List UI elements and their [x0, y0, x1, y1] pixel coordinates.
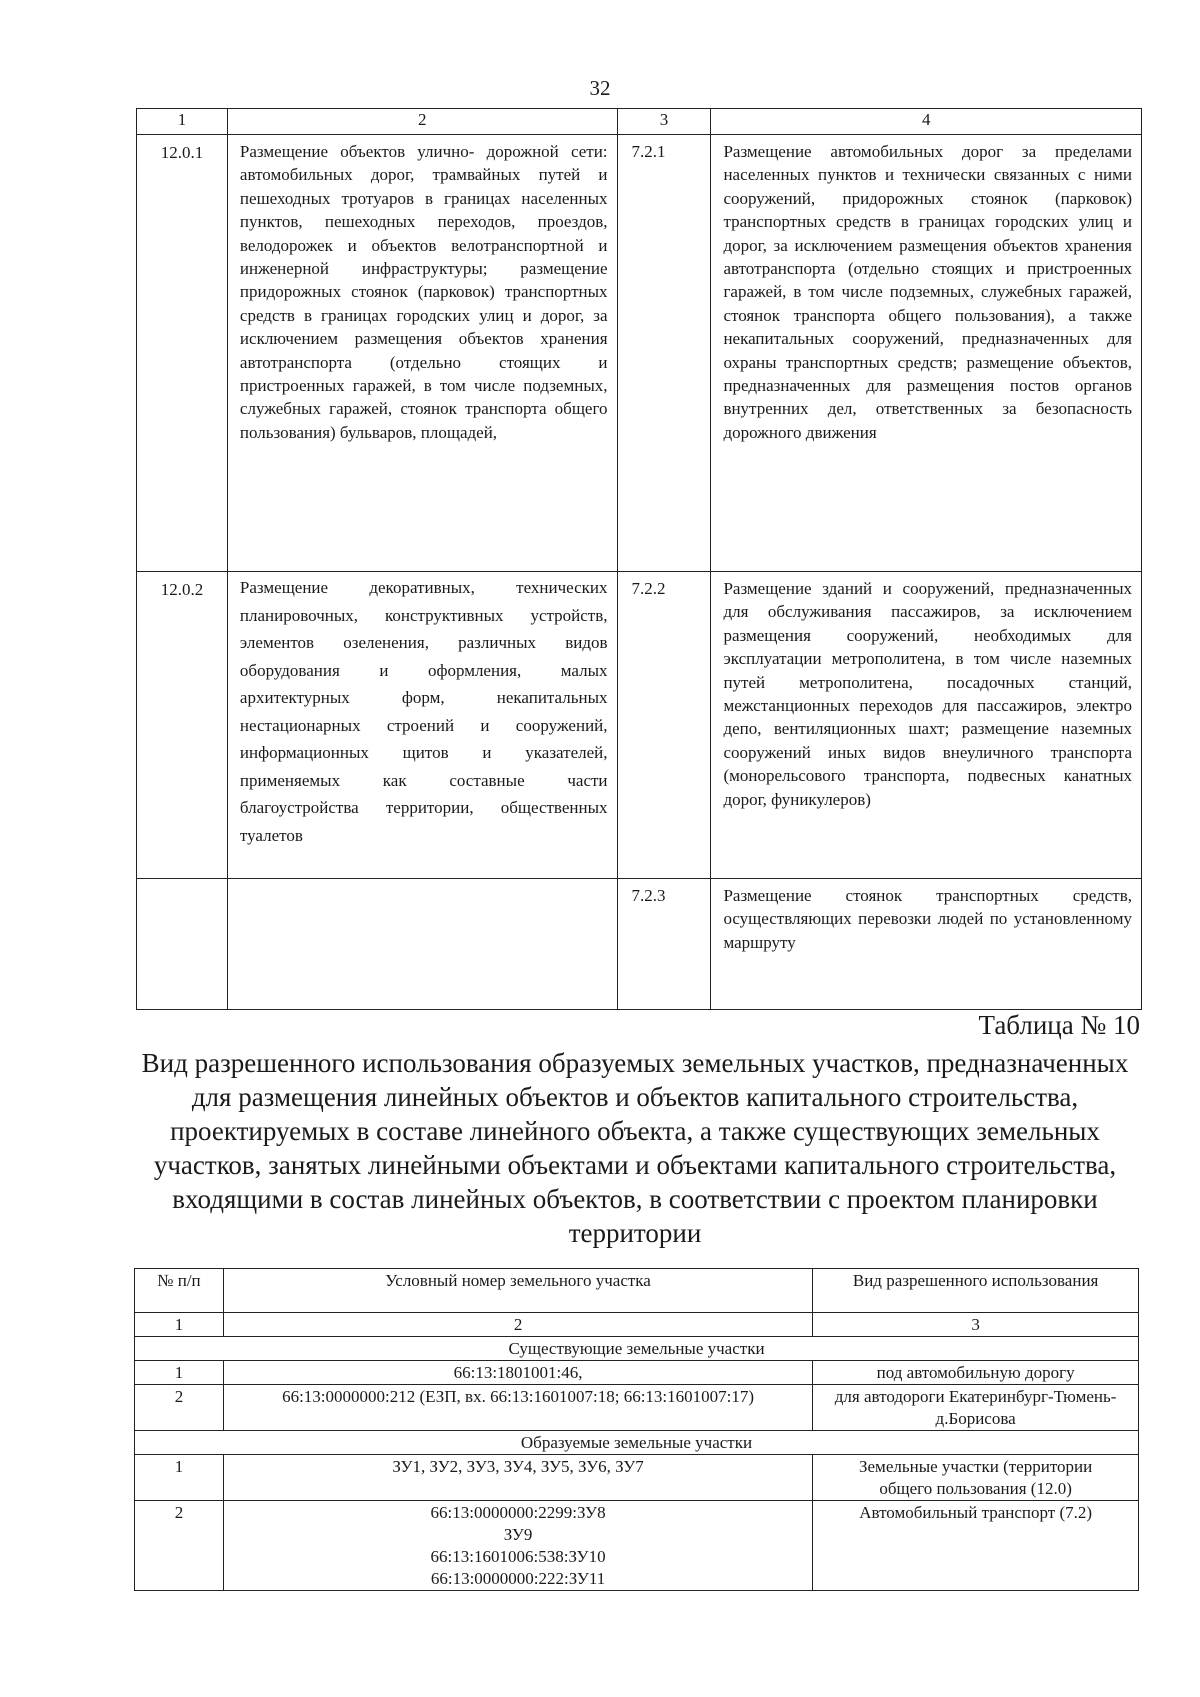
table-row	[135, 1385, 1139, 1431]
column-number: 1	[135, 1313, 224, 1337]
permitted-use: Автомобильный транспорт (7.2)	[813, 1501, 1139, 1591]
description-cell: Размещение автомобильных дорог за пределами населенных пунктов и технически связанных с ними сооружений, придорожных стоянок (парковок) транспортных средств в границах городских улиц и дорог, за исключением размещения объектов хранения автотранспорта (отдельно стоящих и пристроенных гаражей, в том числе подземных, служебных гаражей, стоянок транспорта общего пользования), а также некапитальных сооружений, предназначенных для охраны транспортных средств; размещение объектов, предназначенных для размещения постов органов внутренних дел, ответственных за безопасность дорожного движения	[711, 135, 1142, 572]
plot-number: 66:13:1801001:46,	[223, 1361, 812, 1385]
table-row	[137, 572, 1142, 879]
plot-number: ЗУ9	[503, 1525, 533, 1544]
permitted-use-codes-table	[136, 108, 1142, 1010]
table-row	[135, 1361, 1139, 1385]
row-number: 1	[135, 1455, 224, 1501]
row-number: 2	[135, 1501, 224, 1591]
plot-number-list	[223, 1501, 812, 1591]
row-number: 1	[135, 1361, 224, 1385]
table-row	[137, 879, 1142, 1010]
table2-header-row	[135, 1269, 1139, 1313]
row-number: 2	[135, 1385, 224, 1431]
code-cell: 7.2.1	[617, 135, 711, 572]
description-cell: Размещение зданий и сооружений, предназначенных для обслуживания пассажиров, за исключением размещения сооружений, необходимых для эксплуатации метрополитена, в том числе наземных путей метрополитена, посадочных станций, межстанционных переходов для пассажиров, электро депо, вентиляционных шахт; размещение наземных сооружений иных видов внеуличного транспорта (монорельсового транспорта, подвесных канатных дорог, фуникулеров)	[711, 572, 1142, 879]
column-number: 2	[223, 1313, 812, 1337]
table2-header-cell: Условный номер земельного участка	[223, 1269, 812, 1313]
land-plots-table	[134, 1268, 1139, 1591]
column-number: 3	[813, 1313, 1139, 1337]
permitted-use: под автомобильную дорогу	[813, 1361, 1139, 1385]
code-cell: 12.0.1	[137, 135, 228, 572]
code-cell: 12.0.2	[137, 572, 228, 879]
table-title: Вид разрешенного использования образуемых земельных участков, предназначенных для размещения линейных объектов и объектов капитального строительства, проектируемых в составе линейного объекта, а также существующих земельных участков, занятых линейными объектами и объектами капитального строительства, входящими в состав линейных объектов, в соответствии с проектом планировки территории	[141, 1048, 1129, 1248]
table1-header-cell: 1	[137, 109, 228, 135]
table2-header-cell: № п/п	[135, 1269, 224, 1313]
description-cell: Размещение объектов улично- дорожной сети: автомобильных дорог, трамвайных путей и пешеходных тротуаров в границах населенных пунктов, пешеходных переходов, проездов, велодорожек и объектов велотранспортной и инженерной инфраструктуры; размещение придорожных стоянок (парковок) транспортных средств в границах городских улиц и дорог, за исключением размещения объектов хранения автотранспорта (отдельно стоящих и пристроенных гаражей, в том числе подземных, служебных гаражей, стоянок транспорта общего пользования) бульваров, площадей,	[227, 135, 617, 572]
section-row	[135, 1337, 1139, 1361]
table1-header-cell: 4	[711, 109, 1142, 135]
plot-number: 66:13:0000000:2299:ЗУ8	[430, 1503, 606, 1522]
section-existing: Существующие земельные участки	[135, 1337, 1139, 1361]
permitted-use: Земельные участки (территории общего пользования (12.0)	[813, 1455, 1139, 1501]
section-formed: Образуемые земельные участки	[135, 1431, 1139, 1455]
code-cell: 7.2.2	[617, 572, 711, 879]
table-label: Таблица № 10	[978, 1010, 1140, 1040]
plot-number: ЗУ1, ЗУ2, ЗУ3, ЗУ4, ЗУ5, ЗУ6, ЗУ7	[223, 1455, 812, 1501]
description-cell	[227, 879, 617, 1010]
description-cell: Размещение декоративных, технических планировочных, конструктивных устройств, элементов озеленения, различных видов оборудования и оформления, малых архитектурных форм, некапитальных нестационарных строений и сооружений, информационных щитов и указателей, применяемых как составные части благоустройства территории, общественных туалетов	[227, 572, 617, 879]
code-cell	[137, 879, 228, 1010]
table1-header-cell: 3	[617, 109, 711, 135]
table2-number-row	[135, 1313, 1139, 1337]
plot-number: 66:13:0000000:212 (ЕЗП, вх. 66:13:1601007:18; 66:13:1601007:17)	[223, 1385, 812, 1431]
section-row	[135, 1431, 1139, 1455]
table-row	[135, 1455, 1139, 1501]
table-row	[137, 135, 1142, 572]
table1-header-cell: 2	[227, 109, 617, 135]
plot-number: 66:13:1601006:538:ЗУ10	[430, 1547, 606, 1566]
permitted-use: для автодороги Екатеринбург-Тюмень-д.Борисова	[813, 1385, 1139, 1431]
table-row	[135, 1501, 1139, 1591]
table2-header-cell: Вид разрешенного использования	[813, 1269, 1139, 1313]
code-cell: 7.2.3	[617, 879, 711, 1010]
page-number: 32	[589, 76, 611, 100]
description-cell: Размещение стоянок транспортных средств, осуществляющих перевозки людей по установленному маршруту	[711, 879, 1142, 1010]
table1-header-row	[137, 109, 1142, 135]
plot-number: 66:13:0000000:222:ЗУ11	[430, 1569, 606, 1588]
